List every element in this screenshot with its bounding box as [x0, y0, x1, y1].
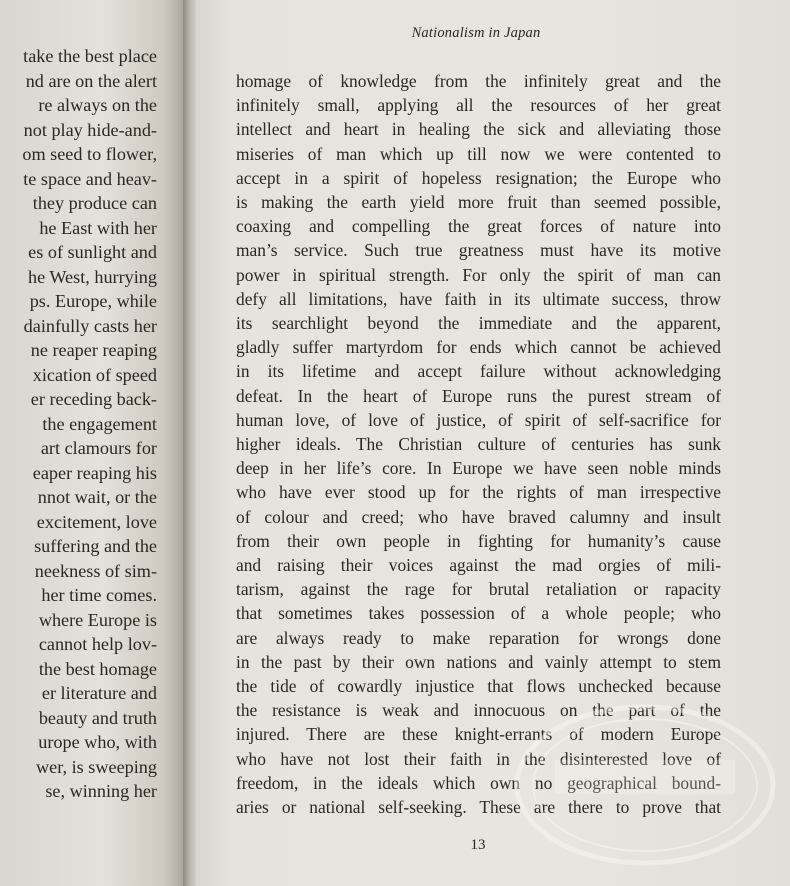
- body-text-line: injured. There are these knight-errants of modern Europe: [236, 724, 721, 745]
- body-text-line: miseries of man which up till now we were contented to: [236, 143, 721, 164]
- left-page-line: excitement, love: [36, 511, 157, 532]
- left-page-line: her time comes.: [41, 585, 157, 605]
- body-text-line: defy all limitations, have faith in its ultimate success, throw: [236, 288, 721, 309]
- body-text-line: who have ever stood up for the rights of man irrespective: [236, 482, 721, 503]
- body-text-line: are always ready to make reparation for wrongs done: [236, 627, 721, 648]
- left-page-line: ps. Europe, while: [29, 291, 157, 311]
- book-gutter: [183, 0, 197, 886]
- left-page-line: nd are on the alert: [25, 70, 157, 91]
- body-text-line: coaxing and compelling the great forces of nature into: [236, 216, 721, 237]
- left-page-line: neekness of sim-: [34, 560, 157, 581]
- left-page-line: beauty and truth: [38, 707, 157, 728]
- body-text-line: in the past by their own nations and vainly attempt to stem: [236, 651, 721, 672]
- left-page-line: re always on the: [38, 95, 157, 115]
- left-page-line: where Europe is: [38, 609, 157, 630]
- body-text-line: tarism, against the rage for brutal retaliation or rapacity: [236, 579, 721, 600]
- body-text-line: freedom, in the ideals which own no geographical bound-: [236, 772, 721, 793]
- body-text-line: deep in her life’s core. In Europe we have seen noble minds: [236, 458, 721, 479]
- left-page-line: not play hide-and-: [23, 119, 157, 140]
- left-page-line: take the best place: [23, 46, 157, 66]
- body-text-line: intellect and heart in healing the sick and alleviating those: [236, 119, 721, 140]
- left-page-line: dainfully casts her: [23, 315, 157, 336]
- running-head: Nationalism in Japan: [411, 25, 541, 41]
- body-text-line: in its lifetime and accept failure without acknowledging: [236, 361, 721, 382]
- left-page-line: ne reaper reaping: [30, 340, 157, 360]
- body-text-line: who have not lost their faith in the disinterested love of: [236, 748, 721, 769]
- left-page-line: he East with her: [39, 217, 157, 238]
- left-page-line: er literature and: [41, 683, 157, 703]
- body-text-line: and raising their voices against the mad orgies of mili-: [236, 555, 721, 575]
- body-text-line: defeat. In the heart of Europe runs the purest stream of: [236, 385, 721, 406]
- left-page: [0, 0, 185, 886]
- left-page-line: he West, hurrying: [27, 266, 157, 287]
- left-page-line: the best homage: [38, 658, 157, 679]
- body-text-line: the tide of cowardly injustice that flows unchecked because: [236, 676, 721, 696]
- body-text-line: of colour and creed; who have braved calumny and insult: [236, 506, 721, 527]
- left-page-line: eaper reaping his: [32, 462, 157, 483]
- left-page-line: wer, is sweeping: [36, 756, 157, 777]
- body-text-line: accept in a spirit of hopeless resignation; the Europe who: [236, 167, 721, 188]
- body-text-line: gladly suffer martyrdom for ends which cannot be achieved: [236, 337, 721, 358]
- left-page-line: om seed to flower,: [22, 144, 157, 164]
- left-page-line: urope who, with: [38, 732, 157, 752]
- left-page-line: art clamours for: [40, 438, 157, 458]
- left-page-line: es of sunlight and: [28, 242, 157, 262]
- left-page-line: the engagement: [42, 413, 157, 434]
- body-text-line: higher ideals. The Christian culture of centuries has sunk: [236, 434, 721, 454]
- body-text-line: from their own people in fighting for humanity’s cause: [236, 530, 721, 551]
- body-text-line: is making the earth yield more fruit than seemed possible,: [236, 192, 721, 212]
- left-page-line: xication of speed: [32, 364, 157, 385]
- left-page-line: suffering and the: [34, 536, 157, 556]
- body-text-line: power in spiritual strength. For only the spirit of man can: [236, 264, 721, 285]
- body-text-line: man’s service. Such true greatness must have its motive: [236, 240, 721, 261]
- left-page-line: nnot wait, or the: [37, 487, 157, 507]
- body-text-line: homage of knowledge from the infinitely great and the: [236, 71, 721, 91]
- page-number: 13: [470, 837, 486, 853]
- left-page-line: they produce can: [32, 193, 157, 213]
- body-text-line: its searchlight beyond the immediate and the apparent,: [236, 313, 721, 333]
- left-page-line: er receding back-: [30, 389, 157, 409]
- body-text-line: human love, of love of justice, of spirit of self-sacrifice for: [236, 409, 721, 430]
- body-text-line: aries or national self-seeking. These are there to prove that: [236, 797, 721, 817]
- left-page-line: cannot help lov-: [38, 634, 157, 654]
- body-text-line: infinitely small, applying all the resources of her great: [236, 95, 721, 116]
- body-text-line: that sometimes takes possession of a whole people; who: [236, 603, 721, 624]
- left-page-line: se, winning her: [45, 781, 157, 801]
- left-page-line: te space and heav-: [23, 168, 157, 189]
- body-text-line: the resistance is weak and innocuous on the part of the: [236, 700, 721, 721]
- right-page: [196, 0, 790, 886]
